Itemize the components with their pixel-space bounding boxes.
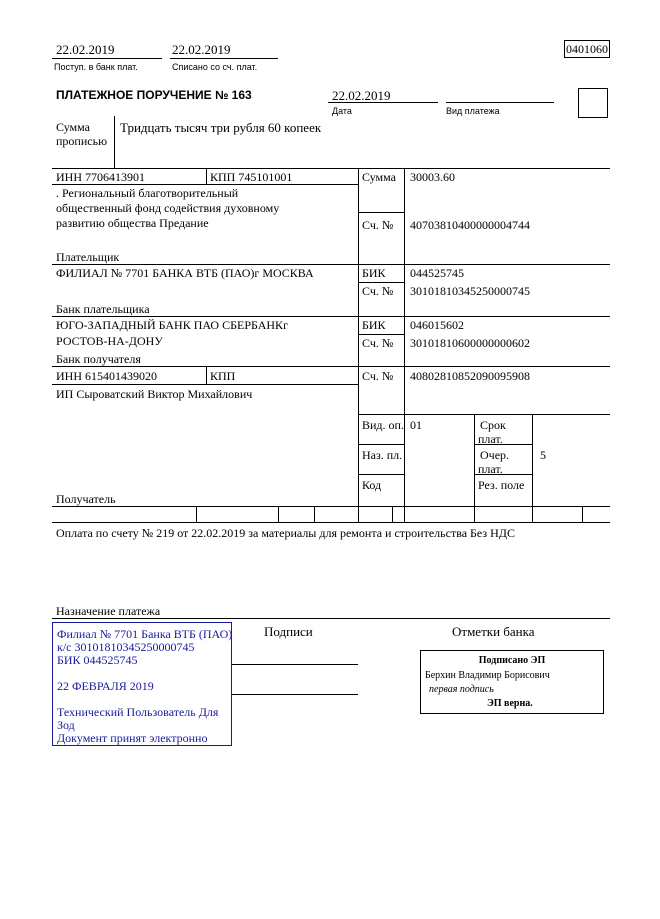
payer-name-2: общественный фонд содействия духовному bbox=[56, 201, 280, 215]
payer-account-label: Сч. № bbox=[362, 218, 394, 232]
priority-value: 5 bbox=[540, 448, 546, 462]
grid-line bbox=[206, 168, 207, 184]
purpose-text: Оплата по счету № 219 от 22.02.2019 за материалы для ремонта и строительства Без НДС bbox=[56, 526, 515, 540]
payer-name-3: развитию общества Предание bbox=[56, 216, 209, 230]
priority-label-2: плат. bbox=[478, 462, 503, 476]
code-label: Код bbox=[362, 478, 382, 492]
priority-label-1: Очер. bbox=[480, 448, 510, 462]
amount-words-value: Тридцать тысяч три рубля 60 копеек bbox=[120, 120, 322, 135]
purpose-code-label: Наз. пл. bbox=[362, 448, 403, 462]
payer-bank-bik: 044525745 bbox=[410, 266, 464, 280]
purpose-divider bbox=[52, 618, 610, 619]
term-label-2: плат. bbox=[478, 432, 503, 446]
grid-line bbox=[358, 414, 610, 415]
document-title: ПЛАТЕЖНОЕ ПОРУЧЕНИЕ № 163 bbox=[56, 88, 252, 102]
grid-line bbox=[52, 184, 358, 185]
op-type-value: 01 bbox=[410, 418, 422, 432]
payer-bank-account-label: Сч. № bbox=[362, 284, 394, 298]
grid-line bbox=[358, 474, 404, 475]
grid-line bbox=[52, 366, 610, 367]
payee-account-label: Сч. № bbox=[362, 369, 394, 383]
payee-kpp: КПП bbox=[210, 369, 236, 383]
grid-line bbox=[358, 212, 404, 213]
signatures-label: Подписи bbox=[264, 624, 313, 639]
grid-line bbox=[52, 384, 358, 385]
payee-bank-bik-label: БИК bbox=[362, 318, 386, 332]
amount-value: 30003.60 bbox=[410, 170, 455, 184]
payer-label: Плательщик bbox=[56, 250, 120, 264]
signature-line-1 bbox=[232, 664, 358, 665]
e-signature-box bbox=[420, 650, 604, 714]
stamp-user-2: Зод bbox=[57, 718, 75, 732]
grid-line bbox=[532, 414, 533, 522]
debited-date: 22.02.2019 bbox=[172, 42, 231, 57]
grid-line bbox=[52, 264, 610, 265]
purpose-label: Назначение платежа bbox=[56, 604, 161, 618]
payee-name: ИП Сыроватский Виктор Михайлович bbox=[56, 387, 253, 401]
e-signature-signer: Берхин Владимир Борисович bbox=[425, 670, 550, 681]
term-label-1: Срок bbox=[480, 418, 506, 432]
e-signature-valid: ЭП верна. bbox=[487, 698, 533, 709]
stamp-line-2: к/с 30101810345250000745 bbox=[57, 640, 195, 654]
grid-line bbox=[52, 316, 610, 317]
payee-bank-name-2: РОСТОВ-НА-ДОНУ bbox=[56, 334, 163, 348]
grid-line bbox=[196, 506, 197, 522]
grid-line bbox=[582, 506, 583, 522]
stamp-line-3: БИК 044525745 bbox=[57, 653, 138, 667]
payer-account: 40703810400000004744 bbox=[410, 218, 530, 232]
grid-line bbox=[52, 168, 610, 169]
status-box bbox=[578, 88, 608, 118]
grid-line bbox=[358, 282, 404, 283]
payer-bank-label: Банк плательщика bbox=[56, 302, 150, 316]
bank-marks-label: Отметки банка bbox=[452, 624, 535, 639]
grid-line bbox=[358, 444, 404, 445]
grid-line bbox=[474, 506, 475, 522]
debited-date-line bbox=[170, 58, 278, 59]
bank-stamp bbox=[52, 622, 232, 746]
order-date: 22.02.2019 bbox=[332, 88, 391, 103]
payment-type-line bbox=[446, 102, 554, 103]
stamp-date: 22 ФЕВРАЛЯ 2019 bbox=[57, 679, 154, 693]
reserve-label: Рез. поле bbox=[478, 478, 525, 492]
payee-label: Получатель bbox=[56, 492, 116, 506]
payee-bank-name-1: ЮГО-ЗАПАДНЫЙ БАНК ПАО СБЕРБАНКг bbox=[56, 318, 288, 332]
received-date-label: Поступ. в банк плат. bbox=[54, 62, 138, 72]
payer-name-1: . Региональный благотворительный bbox=[56, 186, 239, 200]
payer-bank-account: 30101810345250000745 bbox=[410, 284, 530, 298]
grid-line bbox=[52, 506, 610, 507]
e-signature-type: первая подпись bbox=[429, 684, 494, 695]
stamp-line-1: Филиал № 7701 Банка ВТБ (ПАО) bbox=[57, 627, 233, 641]
amount-words-label-2: прописью bbox=[56, 134, 108, 148]
received-date: 22.02.2019 bbox=[56, 42, 115, 57]
order-date-line bbox=[328, 102, 438, 103]
payer-bank-bik-label: БИК bbox=[362, 266, 386, 280]
payee-bank-account: 30101810600000000602 bbox=[410, 336, 530, 350]
grid-line bbox=[314, 506, 315, 522]
payee-bank-account-label: Сч. № bbox=[362, 336, 394, 350]
payee-bank-label: Банк получателя bbox=[56, 352, 141, 366]
grid-line bbox=[52, 522, 610, 523]
amount-label: Сумма bbox=[362, 170, 396, 184]
payee-account: 40802810852090095908 bbox=[410, 369, 530, 383]
signature-line-2 bbox=[232, 694, 358, 695]
stamp-accepted: Документ принят электронно bbox=[57, 731, 208, 745]
grid-line bbox=[206, 366, 207, 384]
grid-line bbox=[392, 506, 393, 522]
received-date-line bbox=[52, 58, 162, 59]
payment-type-label: Вид платежа bbox=[446, 106, 500, 116]
grid-line bbox=[278, 506, 279, 522]
order-date-label: Дата bbox=[332, 106, 352, 116]
grid-line bbox=[358, 168, 359, 522]
payer-bank-name: ФИЛИАЛ № 7701 БАНКА ВТБ (ПАО)г МОСКВА bbox=[56, 266, 314, 280]
stamp-user-1: Технический Пользователь Для bbox=[57, 705, 219, 719]
payer-inn: ИНН 7706413901 bbox=[56, 170, 145, 184]
form-code: 0401060 bbox=[566, 42, 608, 56]
op-type-label: Вид. оп. bbox=[362, 418, 404, 432]
payee-inn: ИНН 615401439020 bbox=[56, 369, 157, 383]
grid-line bbox=[358, 334, 404, 335]
debited-date-label: Списано со сч. плат. bbox=[172, 62, 258, 72]
payee-bank-bik: 046015602 bbox=[410, 318, 464, 332]
amount-words-divider bbox=[114, 116, 115, 168]
payer-kpp: КПП 745101001 bbox=[210, 170, 293, 184]
e-signature-title: Подписано ЭП bbox=[478, 655, 546, 666]
grid-line bbox=[404, 168, 405, 522]
amount-words-label-1: Сумма bbox=[56, 120, 90, 134]
